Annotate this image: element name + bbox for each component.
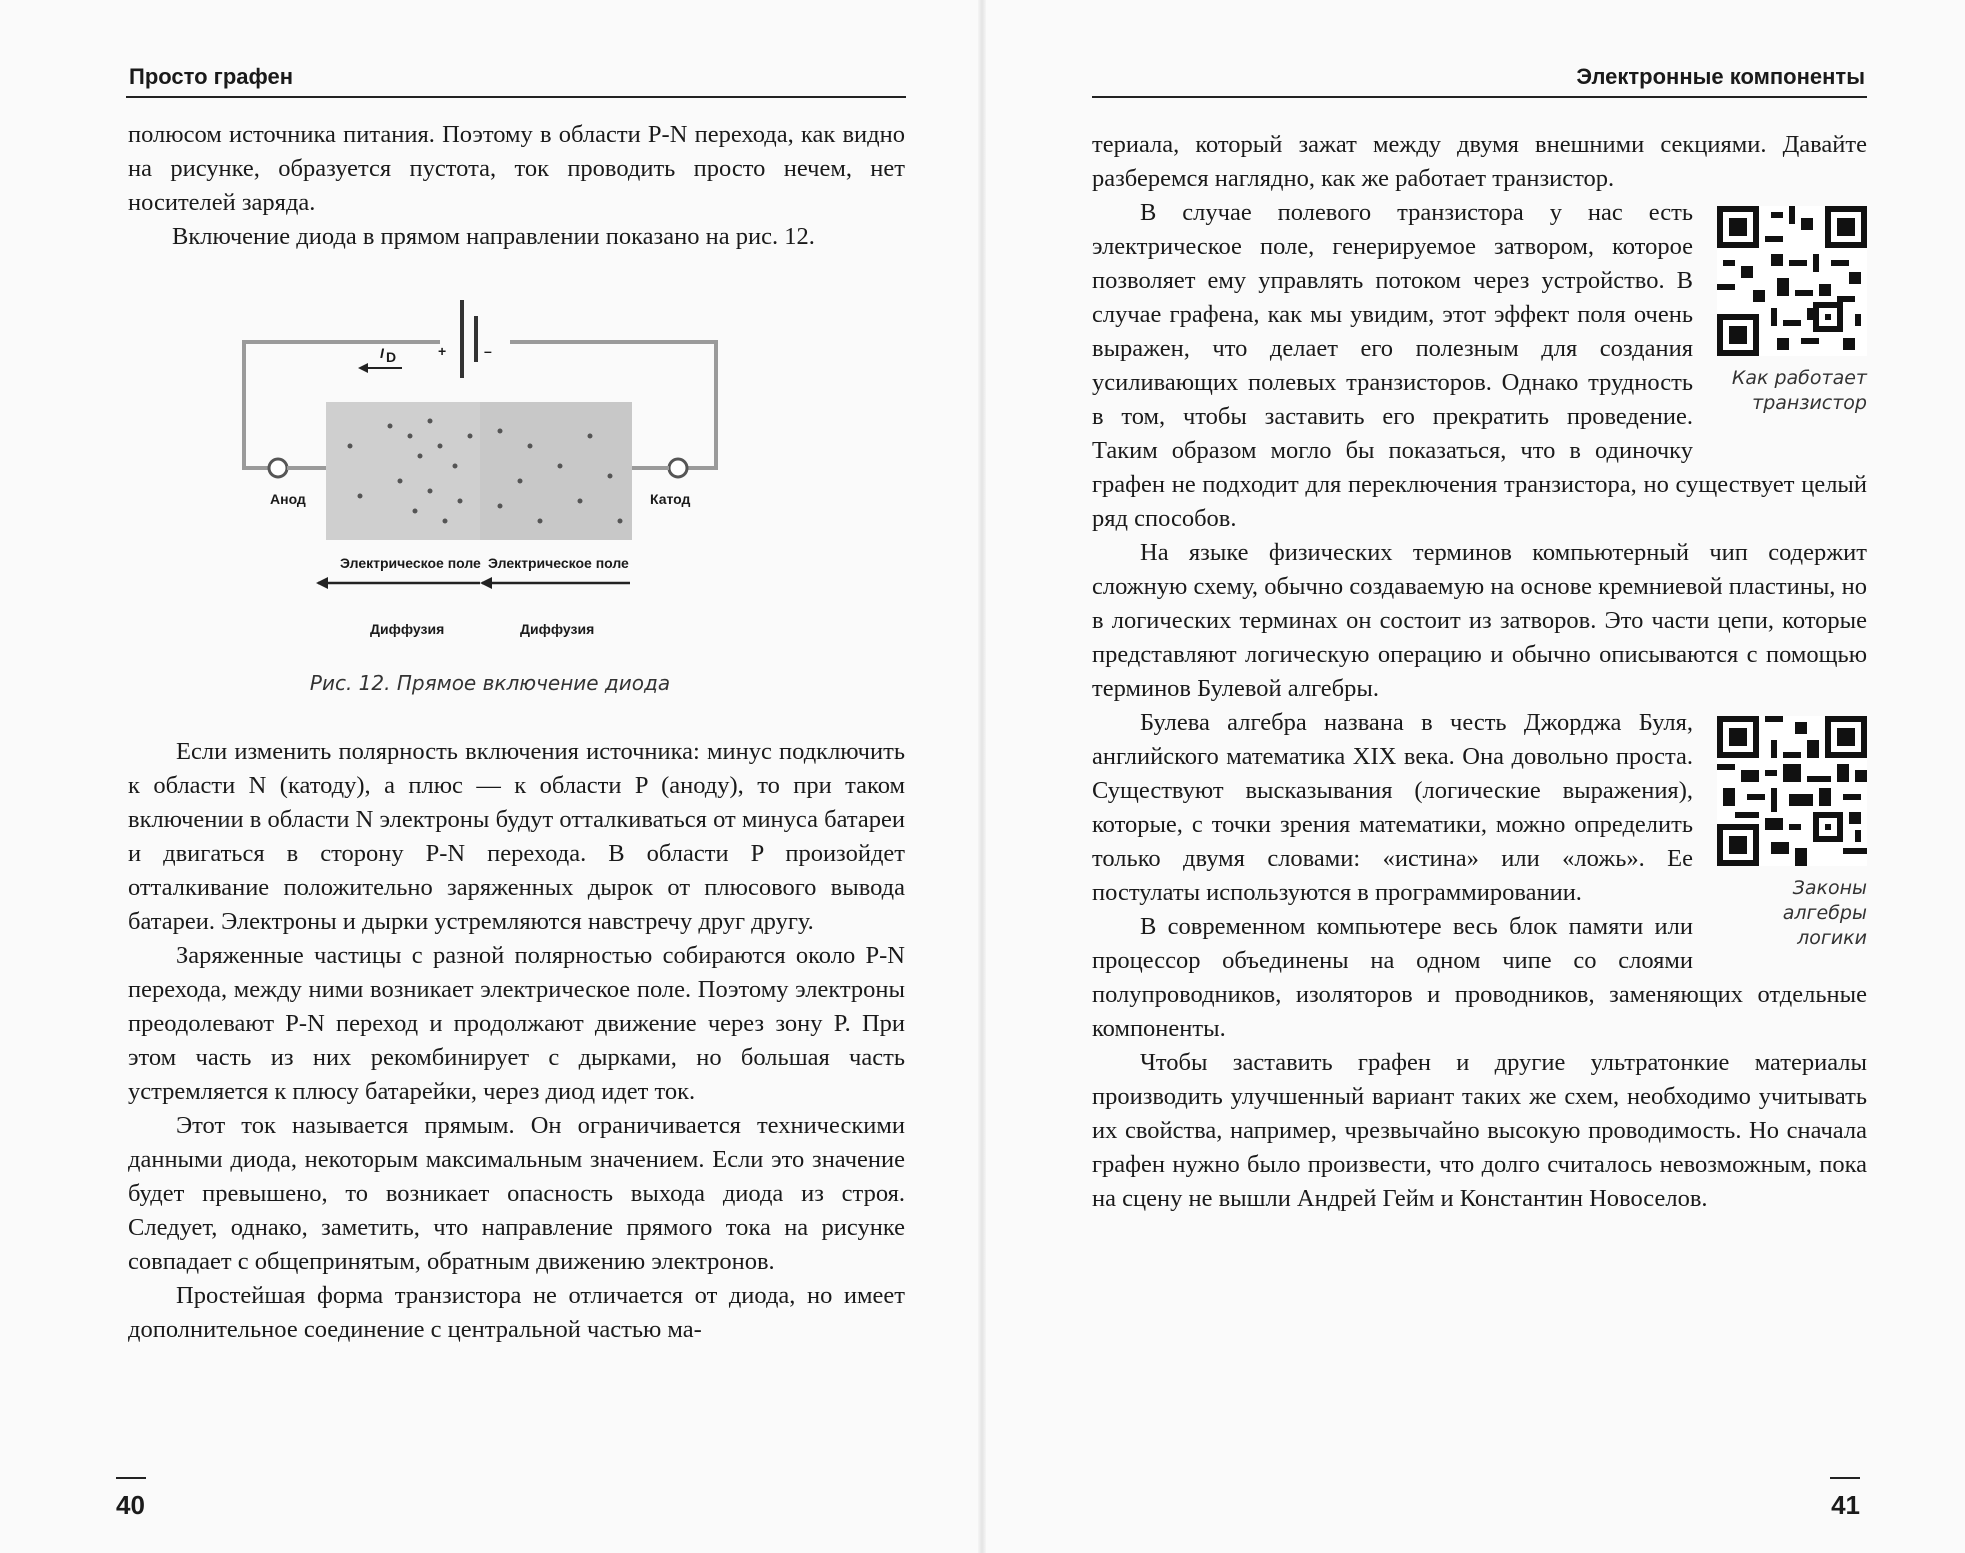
page-number-rule xyxy=(1830,1477,1860,1479)
paragraph: В современном компьютере весь блок памяти или процессор объединены на одном чипе со слоями полупроводников, изоляторов и проводников, заменяющих отдельные компоненты. xyxy=(1092,913,1867,1042)
qr-caption: Законы алгебры логики xyxy=(1782,877,1867,949)
diffusion-label-left: Диффузия xyxy=(370,621,445,637)
battery-minus: – xyxy=(484,343,492,359)
left-page xyxy=(0,0,982,1553)
paragraph: Простейшая форма транзистора не отличается от диода, но имеет дополнительное соединение с центральной частью ма- xyxy=(128,1282,905,1343)
main-text-block xyxy=(1092,128,1867,1216)
cathode-label: Катод xyxy=(650,491,691,507)
current-subscript: D xyxy=(386,349,397,365)
running-head: Просто графен xyxy=(129,64,293,89)
qr-code-icon[interactable] xyxy=(1717,716,1867,866)
paragraph: Включение диода в прямом направлении показано на рис. 12. xyxy=(172,223,815,250)
paragraph: териала, который зажат между двумя внешними секциями. Давайте разберемся наглядно, как же работает транзистор. xyxy=(1092,131,1867,192)
anode-label: Анод xyxy=(270,491,306,507)
cathode-terminal xyxy=(669,459,687,477)
page-number: 41 xyxy=(1831,1490,1860,1520)
paragraph: В случае полевого транзистора у нас есть электрическое поле, генерируемое затвором, которое позволяет ему управлять потоком через устройство. В случае графена, как мы увидим, этот эффект поля очень выражен, что делает его полезным для создания усиливающих полевых транзисторов. Однако трудность в том, чтобы заставить его прекратить проведение. Таким образом могло бы показаться, что в одиночку графен не подходит для переключения транзистора, но существует целый ряд способов. xyxy=(1092,199,1867,532)
figure-caption: Рис. 12. Прямое включение диода xyxy=(309,671,671,695)
paragraph: На языке физических терминов компьютерный чип содержит сложную схему, обычно создаваемую на основе кремниевой пластины, но в логических терминах он состоит из затворов. Это части цепи, которые представляют логическую операцию и обычно описываются с помощью терминов Булевой алгебры. xyxy=(1092,539,1867,702)
n-region xyxy=(480,402,632,540)
wire-right xyxy=(714,340,718,470)
p-region xyxy=(326,402,480,540)
bottom-text-block xyxy=(128,735,905,1347)
paragraph: Чтобы заставить графен и другие ультратонкие материалы производить улучшенный вариант таких же схем, необходимо учитывать их свойства, например, чрезвычайно высокую проводимость. Но сначала графен нужно было произвести, что долго считалось невозможным, пока на сцену не вышли Андрей Гейм и Константин Новоселов. xyxy=(1092,1049,1867,1212)
qr-block-transistor xyxy=(1707,206,1867,456)
field-label-left: Электрическое поле xyxy=(340,555,481,571)
qr-caption: Как работает транзистор xyxy=(1731,367,1867,414)
anode-terminal xyxy=(269,459,287,477)
running-head: Электронные компоненты xyxy=(1576,64,1865,89)
paragraph: Если изменить полярность включения источника: минус подключить к области N (катоду), а плюс — к области P (аноду), то при таком включении в области N электроны будут отталкиваться от минуса батареи и двигаться в сторону P-N перехода. В области P произойдет отталкивание положительно заряженных дырок от плюсового вывода батареи. Электроны и дырки устремляются навстречу друг другу. xyxy=(128,738,905,935)
field-label-right: Электрическое поле xyxy=(488,555,629,571)
page-number-rule xyxy=(116,1477,146,1479)
qr-block-logic xyxy=(1707,716,1867,966)
paragraph: Этот ток называется прямым. Он ограничивается техническими данными диода, некоторым максимальным значением. Если это значение будет превышено, то возникает опасность выхода диода из строя. Следует, однако, заметить, что направление прямого тока на рисунке совпадает с общепринятым, обратным движению электронов. xyxy=(128,1112,905,1275)
diffusion-label-right: Диффузия xyxy=(520,621,595,637)
battery-plate-short xyxy=(474,316,478,362)
header-rule xyxy=(1092,96,1867,98)
battery-plus: + xyxy=(438,343,447,359)
wire-left xyxy=(242,340,246,470)
page-number: 40 xyxy=(116,1490,145,1520)
right-page xyxy=(982,0,1965,1553)
battery-plate-long xyxy=(460,300,464,378)
paragraph: Булева алгебра названа в честь Джорджа Буля, английского математика XIX века. Она довольно проста. Существуют высказывания (логические выражения), которые, с точки зрения математики, можно определить только двумя словами: «истина» или «ложь». Ее постулаты используются в программировании. xyxy=(1092,709,1693,906)
paragraph: полюсом источника питания. Поэтому в области P-N перехода, как видно на рисунке, образуется пустота, ток проводить просто нечем, нет носителей заряда. xyxy=(128,121,905,216)
paragraph: Заряженные частицы с разной полярностью собираются около P-N перехода, между ними возникает электрическое поле. Поэтому электроны преодолевают P-N переход и продолжают движение через зону P. При этом часть из них рекомбинирует с дырками, но большая часть устремляется к плюсу батарейки, через диод идет ток. xyxy=(128,942,905,1105)
header-rule xyxy=(126,96,906,98)
top-text-block xyxy=(128,118,905,254)
diode-forward-bias-figure xyxy=(230,296,730,641)
current-label: I xyxy=(380,345,384,361)
qr-code-icon[interactable] xyxy=(1717,206,1867,356)
